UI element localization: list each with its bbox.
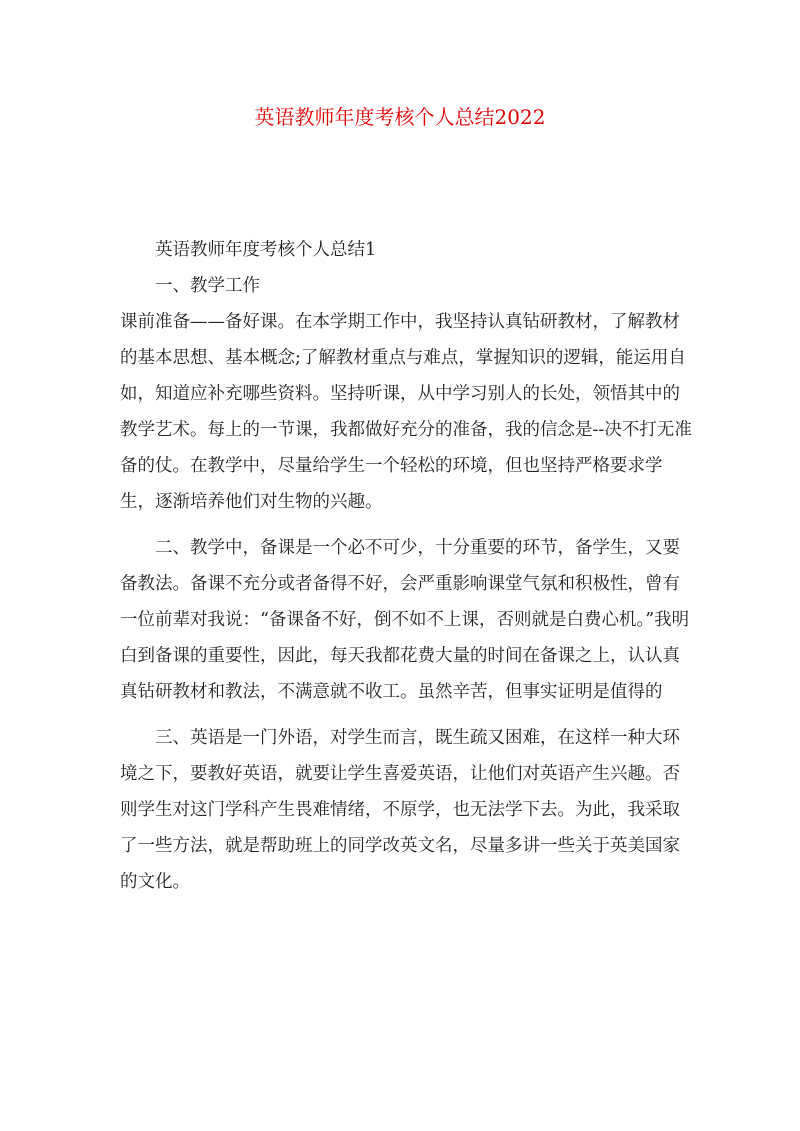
paragraph-2: 二、教学中，备课是一个必不可少，十分重要的环节，备学生，又要备教法。备课不充分或者备得不好，会严重影响课堂气氛和积极性，曾有一位前辈对我说：“备课备不好，倒不如不上课，否则就是白费心机。”我明白到备课的重要性，因此，每天我都花费大量的时间在备课之上，认认真真钻研教材和教法，不满意就不收工。虽然辛苦，但事实证明是值得的 (120, 538, 690, 702)
document-body (120, 232, 695, 900)
paragraph-1: 课前准备——备好课。在本学期工作中，我坚持认真钻研教材，了解教材的基本思想、基本概念;了解教材重点与难点，掌握知识的逻辑，能运用自如，知道应补充哪些资料。坚持听课，从中学习别人的长处，领悟其中的教学艺术。每上的一节课，我都做好充分的准备，我的信念是--决不打无准备的仗。在教学中，尽量给学生一个轻松的环境，但也坚持严格要求学生，逐渐培养他们对生物的兴趣。 (120, 312, 692, 512)
document-subtitle: 英语教师年度考核个人总结1 (155, 240, 377, 260)
document-title: 英语教师年度考核个人总结2022 (254, 105, 546, 129)
paragraph-3: 三、英语是一门外语，对学生而言，既生疏又困难，在这样一种大环境之下，要教好英语，就要让学生喜爱英语，让他们对英语产生兴趣。否则学生对这门学科产生畏难情绪，不原学，也无法学下去。为此，我采取了一些方法，就是帮助班上的同学改英文名，尽量多讲一些关于英美国家的文化。 (120, 728, 680, 892)
section-heading: 一、教学工作 (155, 276, 260, 296)
